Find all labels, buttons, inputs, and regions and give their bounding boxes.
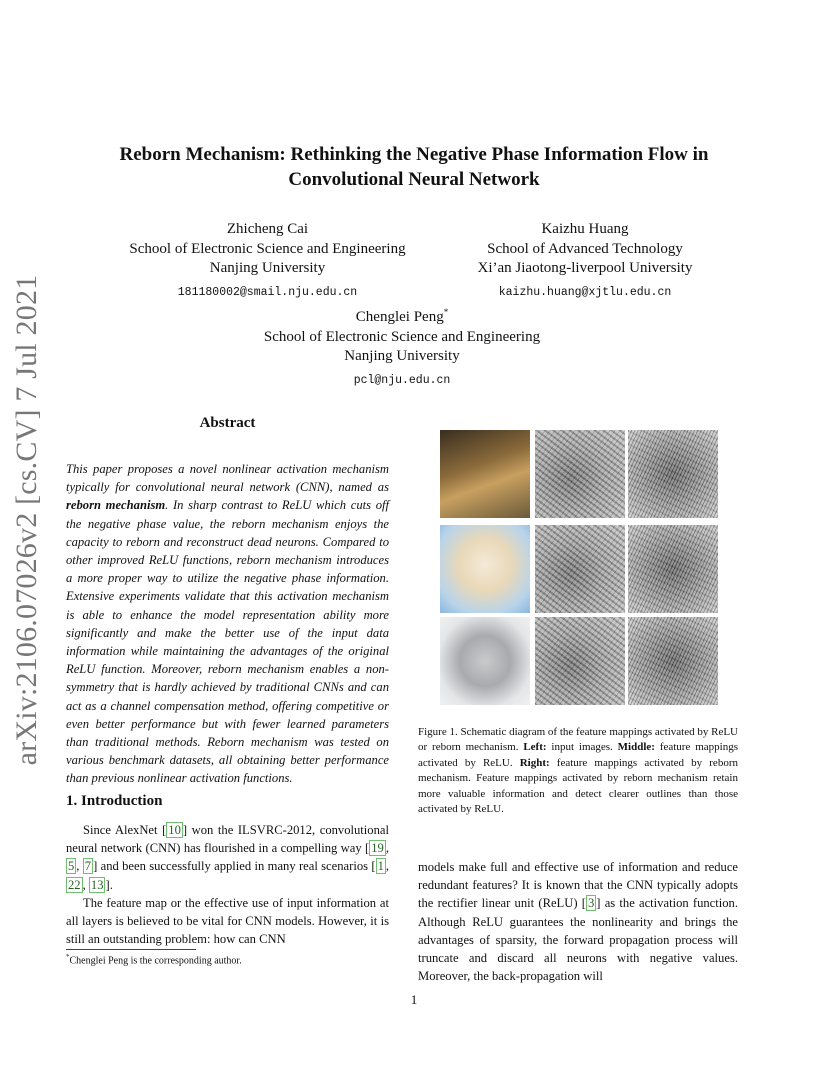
input-image-kitten bbox=[440, 617, 530, 705]
author-institution: Nanjing University bbox=[209, 260, 326, 276]
introduction-heading: 1. Introduction bbox=[66, 793, 163, 809]
footnote bbox=[66, 953, 242, 966]
reborn-feature-map-3 bbox=[628, 617, 718, 705]
corresponding-marker: * bbox=[443, 307, 449, 317]
reborn-feature-map-1 bbox=[628, 430, 718, 518]
input-image-golden-retriever bbox=[440, 430, 530, 518]
right-column-paragraph: models make full and effective use of information and reduce redundant features? It is known that the CNN typically adopts the rectifier linear unit (ReLU) [ 3 ] as the activation function. Although ReLU guarantees the nonlinearity and brings the advantages of sparsity, the forward propagation process will truncate and discard all neurons with negative values. Moreover, the back-propagation will bbox=[418, 860, 738, 984]
citation-link[interactable]: 1 bbox=[377, 859, 384, 874]
intro-text: . bbox=[109, 877, 113, 892]
body-text: models make full and effective use of information and reduce redundant features? It is known that the CNN typically adopts the rectifier linear unit (ReLU) bbox=[418, 860, 738, 911]
abstract-heading: Abstract bbox=[199, 415, 256, 431]
author-email: kaizhu.huang@xjtlu.edu.cn bbox=[498, 285, 672, 299]
footnote-divider bbox=[66, 949, 196, 950]
author-name: Kaizhu Huang bbox=[541, 221, 629, 237]
footnote-marker: * bbox=[66, 953, 70, 961]
author-affiliation: School of Electronic Science and Engineering bbox=[129, 240, 406, 257]
author-name: Zhicheng Cai bbox=[226, 221, 309, 237]
intro-text: Since AlexNet bbox=[83, 823, 163, 837]
author-email: pcl@nju.edu.cn bbox=[353, 373, 451, 387]
intro-text: and been successfully applied in many real scenarios bbox=[97, 859, 372, 874]
paper-title bbox=[60, 142, 768, 192]
caption-text: feature mappings activated by reborn mechanism. Feature mappings activated by reborn mechanism retain more valuable information and detect clearer outlines than those activated by ReLU. bbox=[418, 756, 738, 816]
caption-text: Figure 1. Schematic diagram of the feature mappings activated by ReLU or reborn mechanism. bbox=[418, 726, 738, 754]
intro-paragraph-2: The feature map or the effective use of input information at all layers is believed to be vital for CNN models. However, it is still an outstanding problem: how can CNN bbox=[66, 896, 389, 947]
input-image-puppy bbox=[440, 525, 530, 613]
abstract-text-1: This paper proposes a novel nonlinear activation mechanism typically for convolutional neural network (CNN), named as bbox=[66, 462, 389, 495]
author-name bbox=[200, 303, 604, 328]
author-block-3 bbox=[200, 303, 604, 390]
citation-link[interactable]: 3 bbox=[587, 896, 595, 911]
intro-paragraph-1: Since AlexNet [ 10 ] won the ILSVRC-2012, convolutional neural network (CNN) has flourished in a compelling way [ 19 , 5 , 7 ] and been successfully applied in many real scenarios [ 1 , 22 , 13 ]. bbox=[66, 823, 390, 892]
abstract-body bbox=[66, 460, 389, 788]
caption-label: Middle: bbox=[617, 741, 655, 754]
citation-link[interactable]: 5 bbox=[68, 859, 75, 874]
reborn-feature-map-2 bbox=[628, 525, 718, 613]
title-line-2: Convolutional Neural Network bbox=[288, 169, 540, 190]
abstract-bold-term: reborn mechanism bbox=[66, 498, 166, 513]
author-email: 181180002@smail.nju.edu.cn bbox=[177, 285, 358, 299]
body-text: as the activation function. Although ReLU guarantees the nonlinearity and brings the advantages of sparsity, the forward propagation process will truncate and discard all neurons with negative values. Moreover, the back-propagation will bbox=[418, 896, 738, 984]
abstract-text-2: . In sharp contrast to ReLU which cuts off the negative phase value, the reborn mechanism enjoys the capacity to reborn and reconstruct dead neurons. Compared to other improved ReLU functions, reborn mechanism introduces a more proper way to utilize the negative phase information. Extensive experiments validate that this activation mechanism is able to enhance the model representation ability more significantly and make the better use of the input data information while maintaining the advantages of the original ReLU function. Moreover, reborn mechanism enables a non-symmetry that is hardly achieved by traditional CNNs and can act as a channel compensation method, offering competitive or even better performance but with fewer learned parameters than traditional methods. Reborn mechanism was tested on various benchmark datasets, all obtaining better performance than previous nonlinear activation functions. bbox=[66, 498, 389, 786]
citation-link[interactable]: 7 bbox=[84, 859, 92, 874]
relu-feature-map-3 bbox=[535, 617, 625, 705]
footnote-text: Chenglei Peng is the corresponding author. bbox=[69, 955, 242, 967]
page-number: 1 bbox=[410, 992, 418, 1007]
citation-link[interactable]: 13 bbox=[90, 877, 104, 892]
author-block-1 bbox=[100, 220, 435, 302]
figure-1-caption bbox=[418, 725, 738, 817]
title-line-1: Reborn Mechanism: Rethinking the Negative Phase Information Flow in bbox=[119, 144, 709, 165]
citation-link[interactable]: 22 bbox=[68, 877, 81, 892]
intro-text: won the ILSVRC-2012, convolutional neural network (CNN) has flourished in a compelling way bbox=[66, 823, 389, 856]
caption-text: input images. bbox=[546, 741, 618, 754]
citation-link[interactable]: 10 bbox=[168, 823, 181, 837]
citation-link[interactable]: 19 bbox=[371, 841, 384, 856]
relu-feature-map-1 bbox=[535, 430, 625, 518]
author-institution: Xi’an Jiaotong-liverpool University bbox=[477, 260, 693, 276]
author-affiliation: School of Advanced Technology bbox=[487, 240, 683, 257]
relu-feature-map-2 bbox=[535, 525, 625, 613]
author-block-2 bbox=[420, 220, 750, 302]
caption-label: Right: bbox=[519, 756, 550, 769]
caption-label: Left: bbox=[523, 741, 547, 754]
author-institution: Nanjing University bbox=[344, 348, 460, 364]
caption-text: feature mappings activated by ReLU. bbox=[418, 741, 738, 769]
arxiv-identifier: arXiv:2106.07026v2 [cs.CV] 7 Jul 2021 bbox=[10, 274, 43, 766]
author-name-text: Chenglei Peng bbox=[355, 309, 444, 325]
author-affiliation: School of Electronic Science and Engineering bbox=[263, 328, 541, 345]
figure-1-image-grid bbox=[440, 430, 740, 710]
